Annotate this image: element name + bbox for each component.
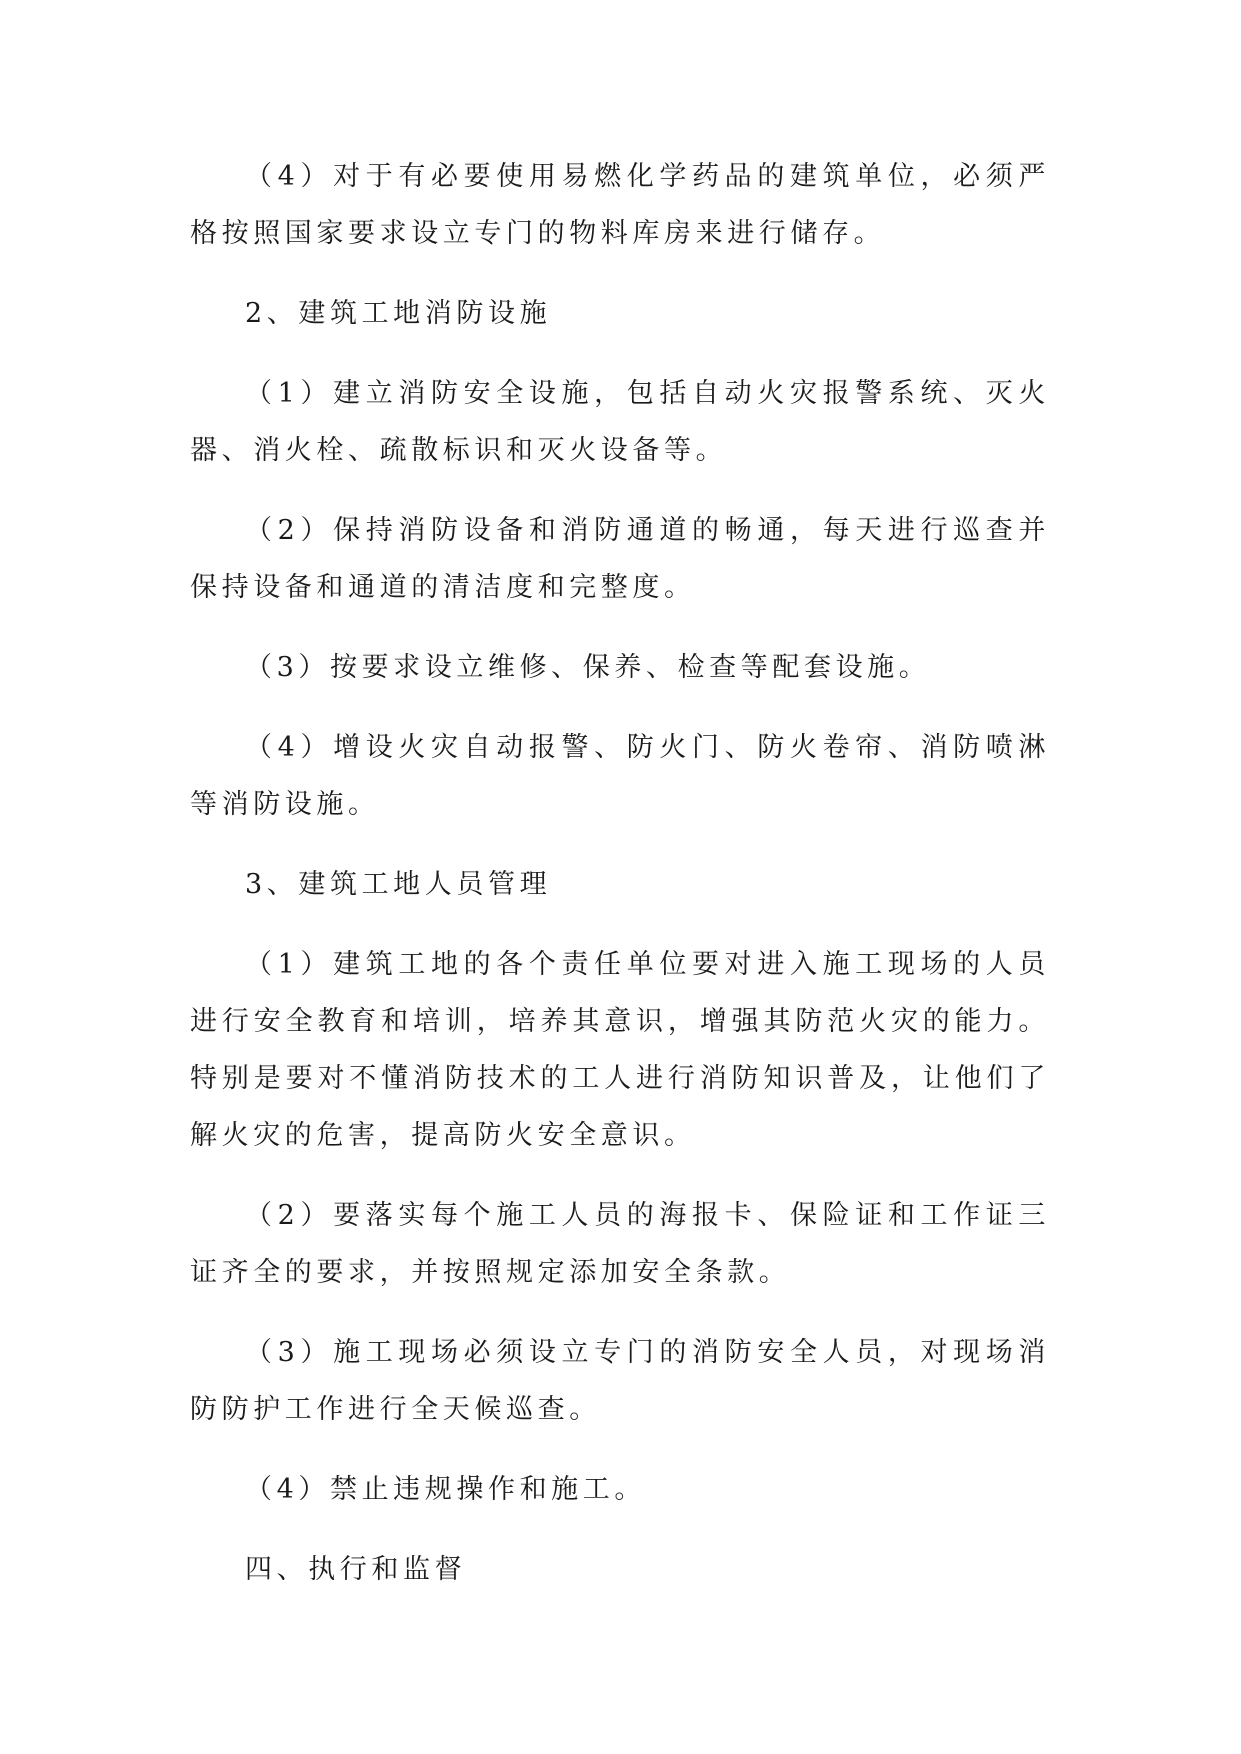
paragraph-facilities-1: （1）建立消防安全设施，包括自动火灾报警系统、灭火器、消火栓、疏散标识和灭火设备等。 xyxy=(190,378,1050,466)
section-heading-fire-facilities: 2、建筑工地消防设施 xyxy=(245,298,552,329)
paragraph-personnel-4: （4）禁止违规操作和施工。 xyxy=(245,1474,646,1505)
section-heading-personnel: 3、建筑工地人员管理 xyxy=(245,869,552,900)
document-body xyxy=(190,148,1050,1621)
paragraph-facilities-3: （3）按要求设立维修、保养、检查等配套设施。 xyxy=(245,652,931,683)
section-heading-execution: 四、执行和监督 xyxy=(245,1554,467,1585)
paragraph-personnel-2: （2）要落实每个施工人员的海报卡、保险证和工作证三证齐全的要求，并按照规定添加安全条款。 xyxy=(190,1200,1050,1288)
paragraph-facilities-4: （4）增设火灾自动报警、防火门、防火卷帘、消防喷淋等消防设施。 xyxy=(190,732,1050,820)
paragraph-chemical-storage: （4）对于有必要使用易燃化学药品的建筑单位，必须严格按照国家要求设立专门的物料库房来进行储存。 xyxy=(190,161,1050,249)
paragraph-personnel-1: （1）建筑工地的各个责任单位要对进入施工现场的人员进行安全教育和培训，培养其意识，增强其防范火灾的能力。特别是要对不懂消防技术的工人进行消防知识普及，让他们了解火灾的危害，提高防火安全意识。 xyxy=(190,949,1050,1151)
paragraph-facilities-2: （2）保持消防设备和消防通道的畅通，每天进行巡查并保持设备和通道的清洁度和完整度。 xyxy=(190,515,1050,603)
paragraph-personnel-3: （3）施工现场必须设立专门的消防安全人员，对现场消防防护工作进行全天候巡查。 xyxy=(190,1337,1050,1425)
